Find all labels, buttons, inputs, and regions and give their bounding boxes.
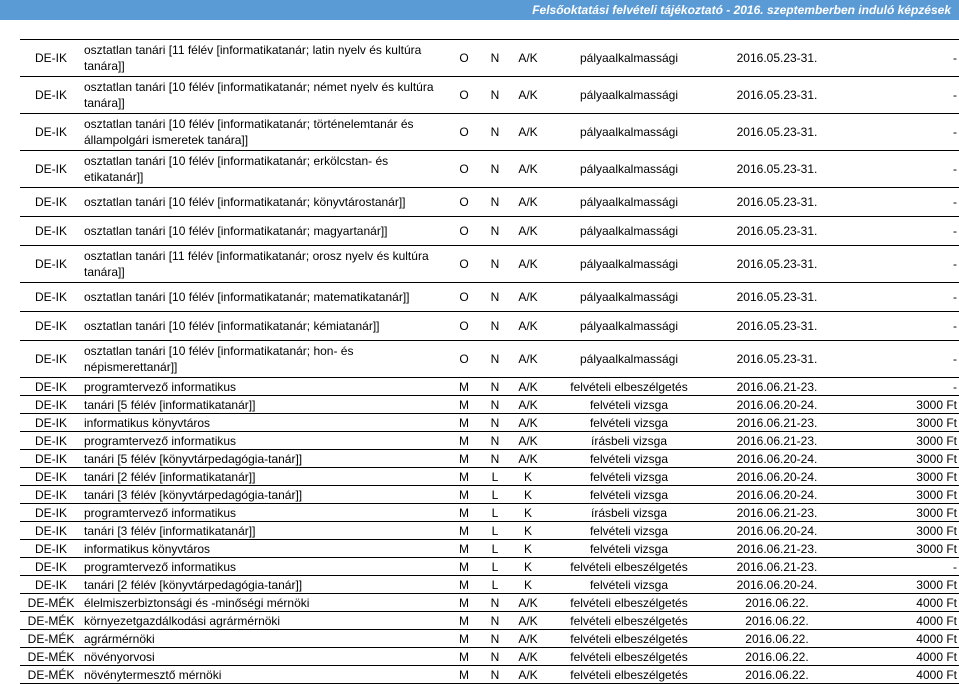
level-cell: O <box>446 246 482 283</box>
fee-cell: 4000 Ft <box>844 612 959 630</box>
fee-cell: - <box>844 558 959 576</box>
institution-cell: DE-IK <box>20 246 82 283</box>
institution-cell: DE-IK <box>20 114 82 151</box>
exam-type-cell: felvételi elbeszélgetés <box>548 594 710 612</box>
financing-cell: A/K <box>508 594 548 612</box>
financing-cell: A/K <box>508 40 548 77</box>
fee-cell: - <box>844 246 959 283</box>
institution-cell: DE-IK <box>20 378 82 396</box>
exam-type-cell: pályaalkalmassági <box>548 217 710 246</box>
table-row <box>20 283 959 312</box>
program-cell: osztatlan tanári [10 félév [informatikatanár; magyartanár]] <box>82 217 446 246</box>
level-cell: M <box>446 630 482 648</box>
financing-cell: A/K <box>508 246 548 283</box>
fee-cell: - <box>844 312 959 341</box>
financing-cell: K <box>508 540 548 558</box>
exam-date-cell: 2016.06.20-24. <box>710 486 844 504</box>
program-cell: programtervező informatikus <box>82 558 446 576</box>
schedule-cell: N <box>482 217 508 246</box>
schedule-cell: N <box>482 630 508 648</box>
table-row <box>20 188 959 217</box>
table-row <box>20 666 959 684</box>
table-row <box>20 558 959 576</box>
schedule-cell: N <box>482 666 508 684</box>
institution-cell: DE-MÉK <box>20 630 82 648</box>
fee-cell: - <box>844 217 959 246</box>
exam-date-cell: 2016.06.22. <box>710 612 844 630</box>
institution-cell: DE-IK <box>20 283 82 312</box>
exam-type-cell: írásbeli vizsga <box>548 504 710 522</box>
financing-cell: A/K <box>508 666 548 684</box>
fee-cell: - <box>844 341 959 378</box>
level-cell: O <box>446 151 482 188</box>
exam-date-cell: 2016.06.22. <box>710 666 844 684</box>
program-cell: informatikus könyvtáros <box>82 414 446 432</box>
level-cell: M <box>446 486 482 504</box>
level-cell: O <box>446 341 482 378</box>
level-cell: M <box>446 504 482 522</box>
fee-cell: 3000 Ft <box>844 576 959 594</box>
fee-cell: 3000 Ft <box>844 486 959 504</box>
financing-cell: A/K <box>508 283 548 312</box>
exam-type-cell: pályaalkalmassági <box>548 283 710 312</box>
level-cell: M <box>446 522 482 540</box>
exam-date-cell: 2016.06.22. <box>710 630 844 648</box>
fee-cell: 3000 Ft <box>844 504 959 522</box>
level-cell: O <box>446 217 482 246</box>
financing-cell: A/K <box>508 414 548 432</box>
level-cell: M <box>446 414 482 432</box>
table-row <box>20 648 959 666</box>
table-row <box>20 576 959 594</box>
schedule-cell: N <box>482 246 508 283</box>
institution-cell: DE-IK <box>20 558 82 576</box>
document-header <box>0 0 959 20</box>
exam-type-cell: pályaalkalmassági <box>548 151 710 188</box>
exam-date-cell: 2016.06.21-23. <box>710 414 844 432</box>
program-cell: osztatlan tanári [11 félév [informatikatanár; orosz nyelv és kultúra tanára]] <box>82 246 446 283</box>
table-row <box>20 540 959 558</box>
level-cell: M <box>446 648 482 666</box>
financing-cell: K <box>508 522 548 540</box>
exam-type-cell: felvételi elbeszélgetés <box>548 612 710 630</box>
schedule-cell: N <box>482 312 508 341</box>
admissions-table-body <box>20 40 959 684</box>
table-row <box>20 341 959 378</box>
exam-type-cell: felvételi vizsga <box>548 450 710 468</box>
exam-type-cell: felvételi vizsga <box>548 486 710 504</box>
level-cell: M <box>446 594 482 612</box>
schedule-cell: L <box>482 486 508 504</box>
program-cell: tanári [5 félév [könyvtárpedagógia-tanár]] <box>82 450 446 468</box>
program-cell: osztatlan tanári [10 félév [informatikatanár; könyvtárostanár]] <box>82 188 446 217</box>
fee-cell: 3000 Ft <box>844 414 959 432</box>
fee-cell: - <box>844 114 959 151</box>
financing-cell: A/K <box>508 648 548 666</box>
schedule-cell: N <box>482 114 508 151</box>
table-row <box>20 432 959 450</box>
program-cell: növénytermesztő mérnöki <box>82 666 446 684</box>
schedule-cell: N <box>482 283 508 312</box>
exam-date-cell: 2016.06.21-23. <box>710 378 844 396</box>
financing-cell: K <box>508 558 548 576</box>
schedule-cell: N <box>482 151 508 188</box>
table-row <box>20 630 959 648</box>
exam-date-cell: 2016.06.22. <box>710 648 844 666</box>
financing-cell: A/K <box>508 612 548 630</box>
table-row <box>20 246 959 283</box>
program-cell: tanári [2 félév [könyvtárpedagógia-tanár]] <box>82 576 446 594</box>
program-cell: osztatlan tanári [10 félév [informatikatanár; történelemtanár és állampolgári ismeretek tanára]] <box>82 114 446 151</box>
financing-cell: A/K <box>508 217 548 246</box>
program-cell: élelmiszerbiztonsági és -minőségi mérnöki <box>82 594 446 612</box>
exam-type-cell: felvételi elbeszélgetés <box>548 558 710 576</box>
financing-cell: K <box>508 504 548 522</box>
exam-date-cell: 2016.05.23-31. <box>710 341 844 378</box>
program-cell: növényorvosi <box>82 648 446 666</box>
table-row <box>20 468 959 486</box>
program-cell: programtervező informatikus <box>82 432 446 450</box>
fee-cell: 3000 Ft <box>844 468 959 486</box>
exam-type-cell: pályaalkalmassági <box>548 188 710 217</box>
financing-cell: A/K <box>508 77 548 114</box>
table-row <box>20 612 959 630</box>
exam-type-cell: pályaalkalmassági <box>548 246 710 283</box>
exam-date-cell: 2016.05.23-31. <box>710 188 844 217</box>
exam-type-cell: felvételi elbeszélgetés <box>548 630 710 648</box>
exam-date-cell: 2016.05.23-31. <box>710 217 844 246</box>
fee-cell: - <box>844 283 959 312</box>
fee-cell: - <box>844 77 959 114</box>
fee-cell: 4000 Ft <box>844 630 959 648</box>
schedule-cell: N <box>482 188 508 217</box>
fee-cell: - <box>844 40 959 77</box>
financing-cell: A/K <box>508 341 548 378</box>
exam-type-cell: felvételi elbeszélgetés <box>548 648 710 666</box>
schedule-cell: N <box>482 396 508 414</box>
schedule-cell: L <box>482 522 508 540</box>
program-cell: agrármérnöki <box>82 630 446 648</box>
financing-cell: K <box>508 576 548 594</box>
financing-cell: A/K <box>508 450 548 468</box>
financing-cell: K <box>508 486 548 504</box>
exam-date-cell: 2016.06.21-23. <box>710 432 844 450</box>
program-cell: programtervező informatikus <box>82 378 446 396</box>
schedule-cell: N <box>482 414 508 432</box>
exam-date-cell: 2016.05.23-31. <box>710 283 844 312</box>
financing-cell: A/K <box>508 396 548 414</box>
level-cell: M <box>446 378 482 396</box>
schedule-cell: L <box>482 576 508 594</box>
program-cell: osztatlan tanári [10 félév [informatikatanár; német nyelv és kultúra tanára]] <box>82 77 446 114</box>
schedule-cell: N <box>482 648 508 666</box>
fee-cell: 4000 Ft <box>844 666 959 684</box>
institution-cell: DE-IK <box>20 486 82 504</box>
program-cell: tanári [3 félév [informatikatanár]] <box>82 522 446 540</box>
schedule-cell: L <box>482 540 508 558</box>
schedule-cell: N <box>482 341 508 378</box>
exam-date-cell: 2016.06.20-24. <box>710 468 844 486</box>
exam-date-cell: 2016.06.20-24. <box>710 522 844 540</box>
schedule-cell: N <box>482 40 508 77</box>
level-cell: M <box>446 396 482 414</box>
level-cell: M <box>446 576 482 594</box>
institution-cell: DE-IK <box>20 450 82 468</box>
exam-type-cell: felvételi vizsga <box>548 396 710 414</box>
institution-cell: DE-IK <box>20 312 82 341</box>
exam-date-cell: 2016.06.22. <box>710 594 844 612</box>
financing-cell: A/K <box>508 432 548 450</box>
exam-date-cell: 2016.05.23-31. <box>710 77 844 114</box>
table-row <box>20 312 959 341</box>
exam-date-cell: 2016.06.20-24. <box>710 396 844 414</box>
schedule-cell: L <box>482 468 508 486</box>
level-cell: M <box>446 612 482 630</box>
exam-type-cell: pályaalkalmassági <box>548 40 710 77</box>
level-cell: M <box>446 540 482 558</box>
schedule-cell: L <box>482 504 508 522</box>
table-row <box>20 217 959 246</box>
financing-cell: K <box>508 468 548 486</box>
exam-date-cell: 2016.06.21-23. <box>710 540 844 558</box>
exam-type-cell: felvételi vizsga <box>548 540 710 558</box>
table-row <box>20 486 959 504</box>
exam-type-cell: írásbeli vizsga <box>548 432 710 450</box>
program-cell: programtervező informatikus <box>82 504 446 522</box>
exam-type-cell: felvételi elbeszélgetés <box>548 378 710 396</box>
level-cell: O <box>446 77 482 114</box>
exam-type-cell: felvételi vizsga <box>548 468 710 486</box>
table-row <box>20 396 959 414</box>
level-cell: O <box>446 114 482 151</box>
program-cell: környezetgazdálkodási agrármérnöki <box>82 612 446 630</box>
fee-cell: 3000 Ft <box>844 450 959 468</box>
institution-cell: DE-IK <box>20 540 82 558</box>
institution-cell: DE-MÉK <box>20 612 82 630</box>
exam-type-cell: pályaalkalmassági <box>548 114 710 151</box>
fee-cell: 4000 Ft <box>844 594 959 612</box>
table-row <box>20 378 959 396</box>
program-cell: tanári [2 félév [informatikatanár]] <box>82 468 446 486</box>
table-row <box>20 504 959 522</box>
program-cell: osztatlan tanári [11 félév [informatikatanár; latin nyelv és kultúra tanára]] <box>82 40 446 77</box>
institution-cell: DE-IK <box>20 151 82 188</box>
institution-cell: DE-IK <box>20 188 82 217</box>
fee-cell: - <box>844 188 959 217</box>
exam-date-cell: 2016.05.23-31. <box>710 151 844 188</box>
exam-type-cell: pályaalkalmassági <box>548 77 710 114</box>
exam-date-cell: 2016.06.20-24. <box>710 450 844 468</box>
level-cell: O <box>446 283 482 312</box>
exam-type-cell: felvételi vizsga <box>548 522 710 540</box>
fee-cell: 3000 Ft <box>844 540 959 558</box>
exam-date-cell: 2016.05.23-31. <box>710 114 844 151</box>
exam-date-cell: 2016.05.23-31. <box>710 246 844 283</box>
program-cell: osztatlan tanári [10 félév [informatikatanár; matematikatanár]] <box>82 283 446 312</box>
financing-cell: A/K <box>508 151 548 188</box>
exam-date-cell: 2016.06.21-23. <box>710 504 844 522</box>
financing-cell: A/K <box>508 630 548 648</box>
program-cell: osztatlan tanári [10 félév [informatikatanár; erkölcstan- és etikatanár]] <box>82 151 446 188</box>
exam-type-cell: felvételi elbeszélgetés <box>548 666 710 684</box>
level-cell: M <box>446 450 482 468</box>
level-cell: M <box>446 666 482 684</box>
program-cell: informatikus könyvtáros <box>82 540 446 558</box>
institution-cell: DE-IK <box>20 396 82 414</box>
table-row <box>20 414 959 432</box>
institution-cell: DE-IK <box>20 40 82 77</box>
financing-cell: A/K <box>508 114 548 151</box>
institution-cell: DE-IK <box>20 341 82 378</box>
exam-type-cell: pályaalkalmassági <box>548 341 710 378</box>
schedule-cell: N <box>482 77 508 114</box>
institution-cell: DE-IK <box>20 414 82 432</box>
exam-date-cell: 2016.06.20-24. <box>710 576 844 594</box>
exam-date-cell: 2016.05.23-31. <box>710 40 844 77</box>
level-cell: M <box>446 432 482 450</box>
financing-cell: A/K <box>508 378 548 396</box>
financing-cell: A/K <box>508 312 548 341</box>
institution-cell: DE-IK <box>20 468 82 486</box>
exam-type-cell: pályaalkalmassági <box>548 312 710 341</box>
table-row <box>20 77 959 114</box>
schedule-cell: L <box>482 558 508 576</box>
program-cell: osztatlan tanári [10 félév [informatikatanár; hon- és népismerettanár]] <box>82 341 446 378</box>
schedule-cell: N <box>482 378 508 396</box>
schedule-cell: N <box>482 432 508 450</box>
institution-cell: DE-IK <box>20 432 82 450</box>
institution-cell: DE-IK <box>20 522 82 540</box>
fee-cell: 3000 Ft <box>844 522 959 540</box>
exam-date-cell: 2016.05.23-31. <box>710 312 844 341</box>
admissions-table <box>20 39 959 684</box>
institution-cell: DE-MÉK <box>20 594 82 612</box>
schedule-cell: N <box>482 594 508 612</box>
program-cell: tanári [3 félév [könyvtárpedagógia-tanár]] <box>82 486 446 504</box>
level-cell: O <box>446 188 482 217</box>
program-cell: tanári [5 félév [informatikatanár]] <box>82 396 446 414</box>
institution-cell: DE-IK <box>20 217 82 246</box>
table-row <box>20 151 959 188</box>
institution-cell: DE-MÉK <box>20 666 82 684</box>
fee-cell: 4000 Ft <box>844 648 959 666</box>
table-row <box>20 594 959 612</box>
fee-cell: - <box>844 151 959 188</box>
financing-cell: A/K <box>508 188 548 217</box>
level-cell: M <box>446 558 482 576</box>
fee-cell: 3000 Ft <box>844 432 959 450</box>
level-cell: O <box>446 40 482 77</box>
fee-cell: 3000 Ft <box>844 396 959 414</box>
level-cell: O <box>446 312 482 341</box>
institution-cell: DE-IK <box>20 504 82 522</box>
schedule-cell: N <box>482 450 508 468</box>
exam-date-cell: 2016.06.21-23. <box>710 558 844 576</box>
fee-cell: - <box>844 378 959 396</box>
table-row <box>20 114 959 151</box>
table-row <box>20 40 959 77</box>
header-title: Felsőoktatási felvételi tájékoztató - 2016. szeptemberben induló képzések <box>532 3 951 17</box>
exam-type-cell: felvételi vizsga <box>548 576 710 594</box>
schedule-cell: N <box>482 612 508 630</box>
table-row <box>20 450 959 468</box>
program-cell: osztatlan tanári [10 félév [informatikatanár; kémiatanár]] <box>82 312 446 341</box>
exam-type-cell: felvételi vizsga <box>548 414 710 432</box>
institution-cell: DE-IK <box>20 576 82 594</box>
institution-cell: DE-MÉK <box>20 648 82 666</box>
table-row <box>20 522 959 540</box>
institution-cell: DE-IK <box>20 77 82 114</box>
level-cell: M <box>446 468 482 486</box>
